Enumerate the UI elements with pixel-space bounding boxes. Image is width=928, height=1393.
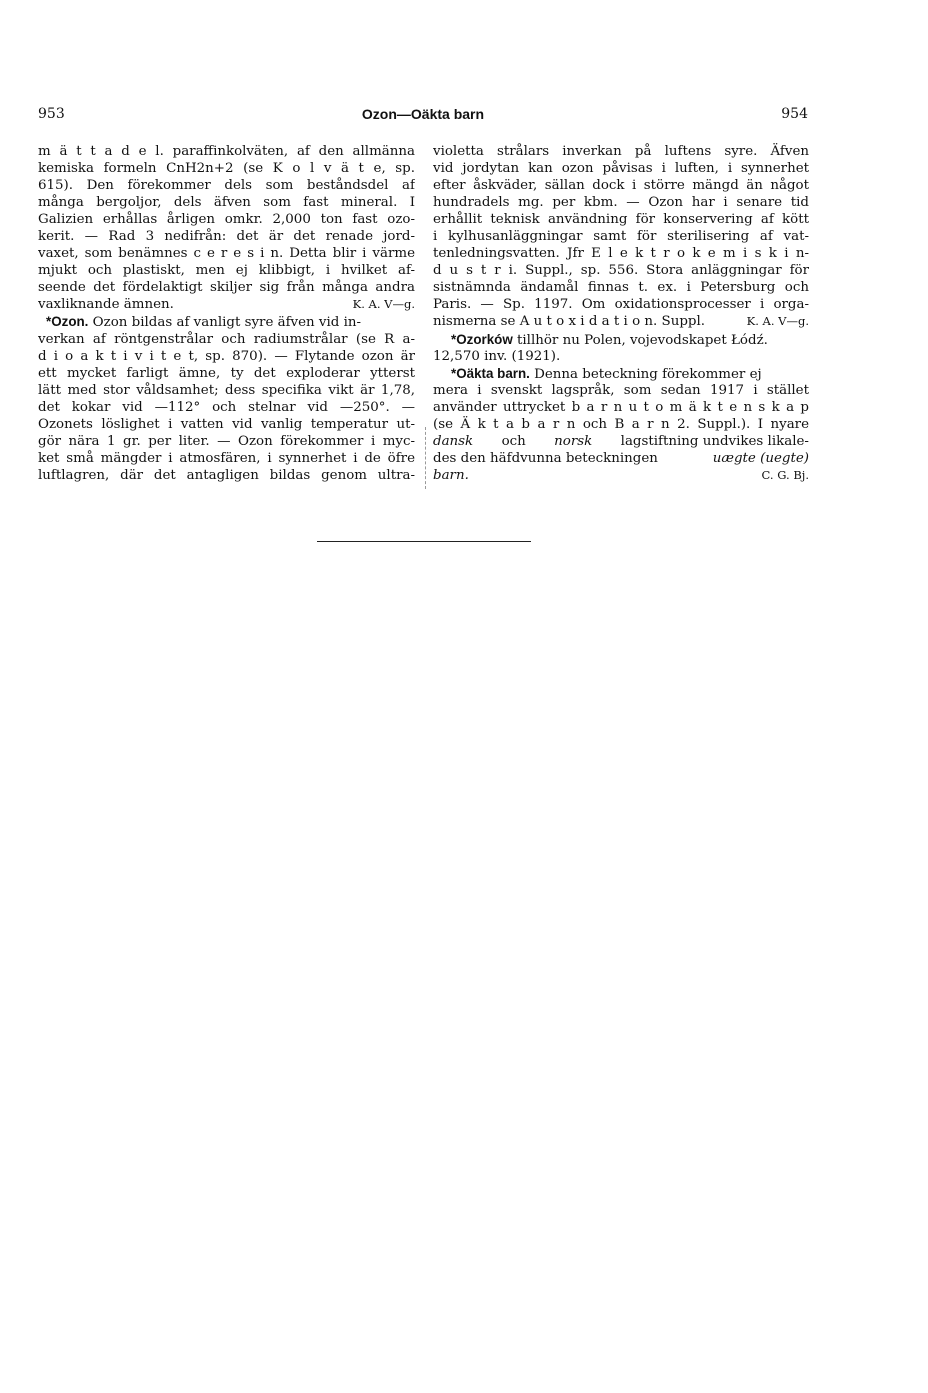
end-rule xyxy=(317,541,531,542)
text-line: violetta strålars inverkan på luftens syre. Äfven xyxy=(433,144,809,159)
text-line: m ä t t a d e l. paraffinkolväten, af den allmänna xyxy=(38,144,415,159)
column-divider xyxy=(425,427,426,489)
entry-headword: *Oäkta barn. xyxy=(451,365,530,381)
text-line: verkan af röntgenstrålar och radiumstrålar (se R a- xyxy=(38,331,415,347)
entry-headword: *Ozorków xyxy=(451,331,513,347)
italic-word: barn. xyxy=(433,467,469,483)
text-line: mjukt och plastiskt, men ej klibbigt, i hvilket af- xyxy=(38,263,415,279)
entry-start-line xyxy=(433,331,809,348)
italic-word: dansk xyxy=(433,433,474,449)
text-line: gör nära 1 gr. per liter. — Ozon förekommer i myc- xyxy=(38,433,415,449)
text-line: 615). Den förekommer dels som beståndsdel af xyxy=(38,178,415,194)
text-line: många bergoljor, dels äfven som fast mineral. I xyxy=(38,195,415,211)
page-title: Ozon—Oäkta barn xyxy=(361,106,485,122)
text-line: 12,570 inv. (1921). xyxy=(433,348,561,364)
text-line: ett mycket farligt ämne, ty det exploderar ytterst xyxy=(38,365,415,381)
text-line-body: Ozon bildas af vanligt syre äfven vid in- xyxy=(88,315,362,331)
text-line: Paris. — Sp. 1197. Om oxidationsprocesser i orga- xyxy=(433,297,809,313)
text-line: mera i svenskt lagspråk, som sedan 1917 i stället xyxy=(433,382,809,398)
text-line-body: och xyxy=(501,433,526,449)
text-line: Galizien erhållas årligen omkr. 2,000 ton fast ozo- xyxy=(38,212,415,228)
text-line: seende det fördelaktigt skiljer sig från många andra xyxy=(38,280,415,296)
page-number-left: 953 xyxy=(38,106,65,122)
text-line-body: tillhör nu Polen, vojevodskapet Łódź. xyxy=(512,332,768,348)
text-line: kerit. — Rad 3 nedifrån: det är det renade jord- xyxy=(38,229,415,245)
text-line xyxy=(38,296,415,313)
right-column xyxy=(433,143,809,484)
text-line: d u s t r i. Suppl., sp. 556. Stora anläggningar för xyxy=(433,263,809,279)
text-line xyxy=(433,313,809,330)
text-line xyxy=(433,467,809,484)
text-line: d i o a k t i v i t e t, sp. 870). — Flytande ozon är xyxy=(38,348,415,364)
text-line: tenledningsvatten. Jfr E l e k t r o k e m i s k i n- xyxy=(433,246,809,262)
text-line: vaxet, som benämnes c e r e s i n. Detta blir i värme xyxy=(38,246,415,262)
text-line: erhållit teknisk användning för konservering af kött xyxy=(433,212,809,228)
text-line: vid jordytan kan ozon påvisas i luften, i synnerhet xyxy=(433,161,809,177)
author-signature: K. A. V—g. xyxy=(746,314,809,329)
text-line: i kylhusanläggningar samt för sterilisering af vat- xyxy=(433,229,809,245)
text-line: luftlagren, där det antagligen bildas genom ultra- xyxy=(38,467,415,483)
text-line: ket små mängder i atmosfären, i synnerhet i de öfre xyxy=(38,450,415,466)
text-line: sistnämnda ändamål finnas t. ex. i Petersburg och xyxy=(433,280,809,296)
page-number-right: 954 xyxy=(781,106,808,122)
page-header xyxy=(38,106,808,126)
entry-start-line xyxy=(433,365,809,382)
author-signature: K. A. V—g. xyxy=(352,297,415,312)
entry-start-line xyxy=(38,313,415,330)
text-line-body: nismerna se A u t o x i d a t i o n. Suppl. xyxy=(433,314,706,330)
text-line: Ozonets löslighet i vatten vid vanlig temperatur ut- xyxy=(38,416,415,432)
text-line-body: Denna beteckning förekommer ej xyxy=(529,366,762,382)
text-line: använder uttrycket b a r n u t o m ä k t e n s k a p xyxy=(433,399,809,415)
text-line-body: vaxliknande ämnen. xyxy=(38,297,174,313)
italic-word: norsk xyxy=(554,433,593,449)
text-line: kemiska formeln CnH2n+2 (se K o l v ä t e, sp. xyxy=(38,161,415,177)
left-column xyxy=(38,143,415,484)
author-signature: C. G. Bj. xyxy=(761,467,809,482)
text-line xyxy=(433,433,809,450)
text-line: hundradels mg. per kbm. — Ozon har i senare tid xyxy=(433,195,809,211)
entry-headword: *Ozon. xyxy=(46,314,89,330)
italic-word: uægte (uegte) xyxy=(712,450,809,466)
text-line: lätt med stor våldsamhet; dess specifika vikt är 1,78, xyxy=(38,382,415,398)
text-line xyxy=(433,450,809,467)
text-line: (se Ä k t a b a r n och B a r n 2. Suppl.). I nyare xyxy=(433,416,809,432)
text-line-body: des den häfdvunna beteckningen xyxy=(433,450,658,466)
text-line: det kokar vid —112° och stelnar vid —250°. — xyxy=(38,399,415,415)
text-line-body: lagstiftning undvikes likale- xyxy=(620,433,809,449)
text-line: efter åskväder, sällan dock i större mängd än något xyxy=(433,178,809,194)
